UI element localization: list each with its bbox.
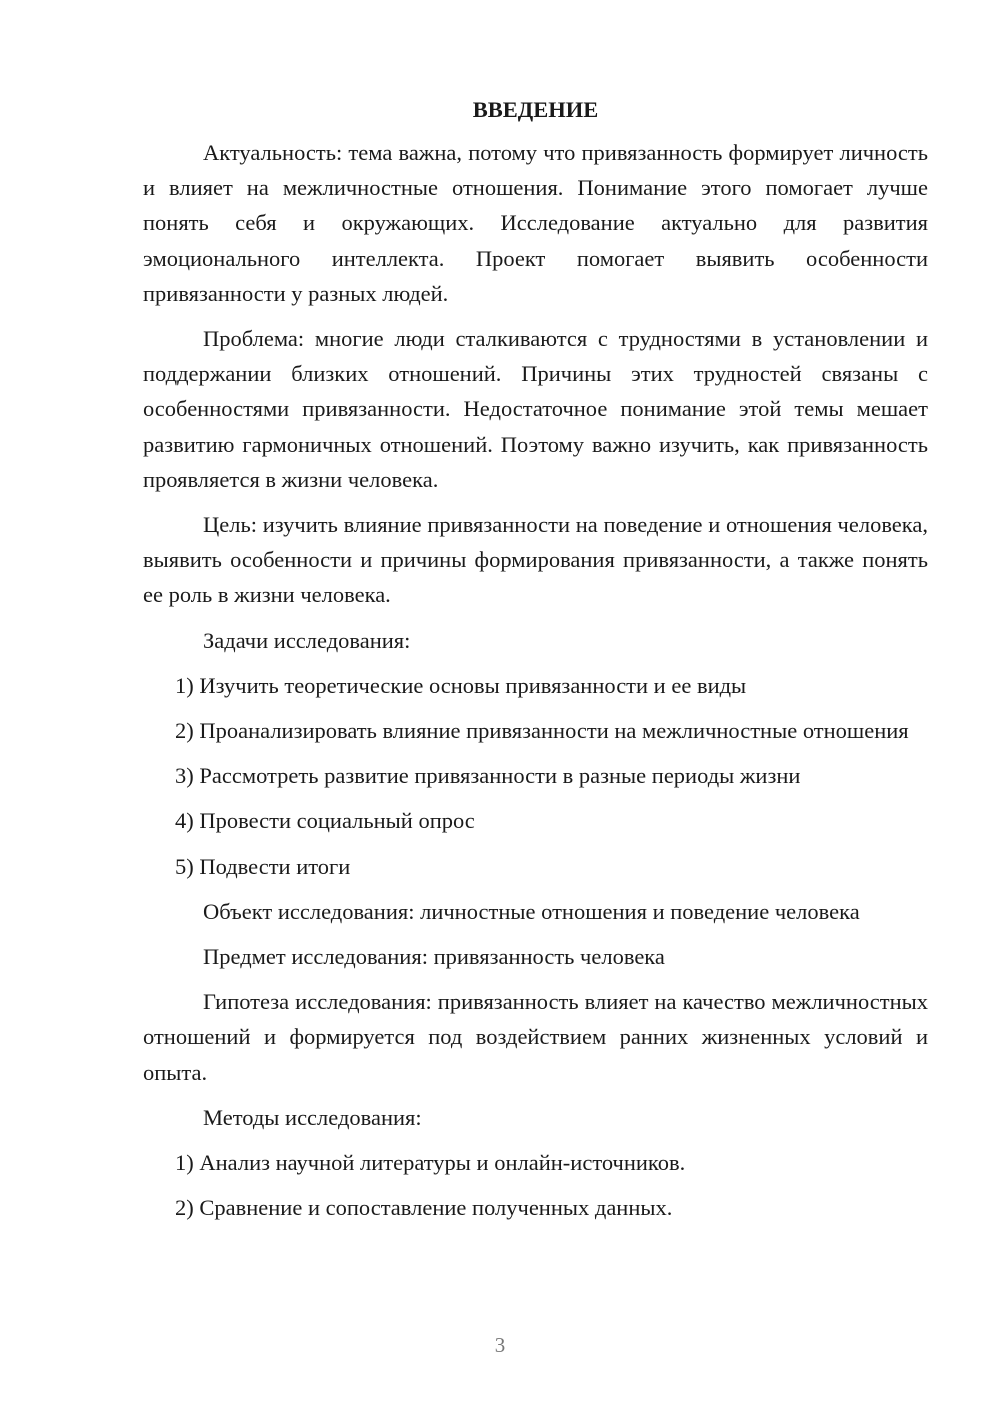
task-item: 4) Провести социальный опрос (175, 808, 475, 834)
methods-title: Методы исследования: (203, 1104, 422, 1130)
task-item: 1) Изучить теоретические основы привязанности и ее виды (175, 672, 747, 698)
subject-line: Предмет исследования: привязанность человека (203, 944, 665, 970)
section-heading: ВВЕДЕНИЕ (472, 97, 599, 122)
tasks-title: Задачи исследования: (203, 627, 411, 653)
relevance-paragraph: Актуальность: тема важна, потому что привязанность формирует личность и влияет на межличностные отношения. Понимание этого помогает лучше понять себя и окружающих. Исследование актуально для развития эмоционального интеллекта. Проект помогает выявить особенности привязанности у разных людей. (143, 140, 928, 306)
task-item: 2) Проанализировать влияние привязанности на межличностные отношения (175, 718, 909, 744)
goal-paragraph: Цель: изучить влияние привязанности на поведение и отношения человека, выявить особенности и причины формирования привязанности, а также понять ее роль в жизни человека. (143, 512, 928, 608)
object-line: Объект исследования: личностные отношения и поведение человека (203, 898, 860, 924)
task-item: 3) Рассмотреть развитие привязанности в разные периоды жизни (175, 763, 801, 789)
problem-paragraph: Проблема: многие люди сталкиваются с трудностями в установлении и поддержании близких отношений. Причины этих трудностей связаны с особенностями привязанности. Недостаточное понимание этой темы мешает развитию гармоничных отношений. Поэтому важно изучить, как привязанность проявляется в жизни человека. (143, 326, 928, 492)
task-item: 5) Подвести итоги (175, 853, 351, 879)
method-item: 1) Анализ научной литературы и онлайн-источников. (175, 1150, 686, 1176)
page-number: 3 (494, 1333, 506, 1357)
method-item: 2) Сравнение и сопоставление полученных данных. (175, 1195, 673, 1221)
page-content (143, 92, 928, 1235)
hypothesis-paragraph: Гипотеза исследования: привязанность влияет на качество межличностных отношений и формируется под воздействием ранних жизненных условий и опыта. (143, 989, 928, 1085)
